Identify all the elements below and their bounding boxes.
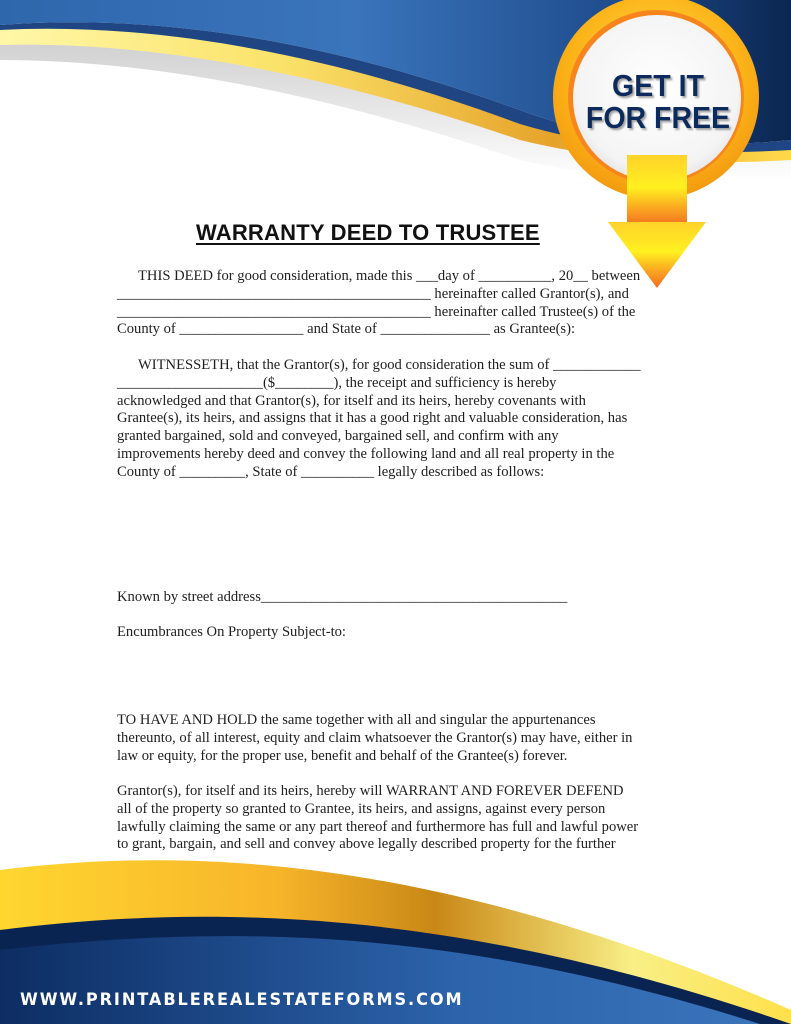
- footer-website-link[interactable]: WWW.PRINTABLEREALESTATEFORMS.COM: [20, 990, 464, 1010]
- text-line: TO HAVE AND HOLD the same together with all and singular the appurtenances: [117, 712, 596, 728]
- text-line: acknowledged and that Grantor(s), for itself and its heirs, hereby covenants with: [117, 392, 586, 409]
- document-title: WARRANTY DEED TO TRUSTEE: [196, 220, 540, 245]
- text-line: improvements hereby deed and convey the following land and all real property in the: [117, 445, 615, 462]
- text-line: granted bargained, sold and conveyed, bargained sell, and confirm with any: [117, 428, 559, 445]
- text-line: Grantee(s), its heirs, and assigns that it has a good right and valuable consideration, has: [117, 410, 628, 427]
- paragraph-habendum: [117, 712, 677, 765]
- paragraph-parties: [117, 268, 677, 339]
- text-line: ___________________________________________ hereinafter called Trustee(s) of the: [117, 303, 636, 320]
- encumbrances-line: [117, 624, 677, 642]
- badge-line-1: GET IT: [612, 68, 704, 103]
- text-line: law or equity, for the proper use, benefit and behalf of the Grantee(s) forever.: [117, 747, 568, 764]
- text-line: Grantor(s), for itself and its heirs, hereby will WARRANT AND FOREVER DEFEND: [117, 783, 624, 799]
- street-address-line: [117, 589, 677, 607]
- get-it-for-free-badge[interactable]: [581, 70, 736, 134]
- text-line: thereunto, of all interest, equity and claim whatsoever the Grantor(s) may have, either in: [117, 729, 633, 746]
- paragraph-warranty: [117, 783, 677, 854]
- text-line: County of _________________ and State of _______________ as Grantee(s):: [117, 321, 576, 338]
- text-line: to grant, bargain, and sell and convey above legally described property for the further: [117, 836, 616, 853]
- street-address-field: Known by street address__________________________________________: [117, 589, 568, 605]
- text-line: ____________________($________), the receipt and sufficiency is hereby: [117, 374, 557, 391]
- text-line: lawfully claiming the same or any part thereof and furthermore has full and lawful power: [117, 818, 639, 835]
- text-line: ___________________________________________ hereinafter called Grantor(s), and: [117, 285, 629, 302]
- text-line: WITNESSETH, that the Grantor(s), for good consideration the sum of ____________: [138, 357, 641, 373]
- paragraph-witnesseth: [117, 357, 677, 482]
- text-line: all of the property so granted to Grantee, its heirs, and assigns, against every person: [117, 800, 606, 817]
- badge-line-2: FOR FREE: [585, 100, 731, 135]
- text-line: County of _________, State of __________ legally described as follows:: [117, 463, 545, 480]
- encumbrances-label: Encumbrances On Property Subject-to:: [117, 624, 346, 640]
- text-line: THIS DEED for good consideration, made this ___day of __________, 20__ between: [138, 268, 641, 284]
